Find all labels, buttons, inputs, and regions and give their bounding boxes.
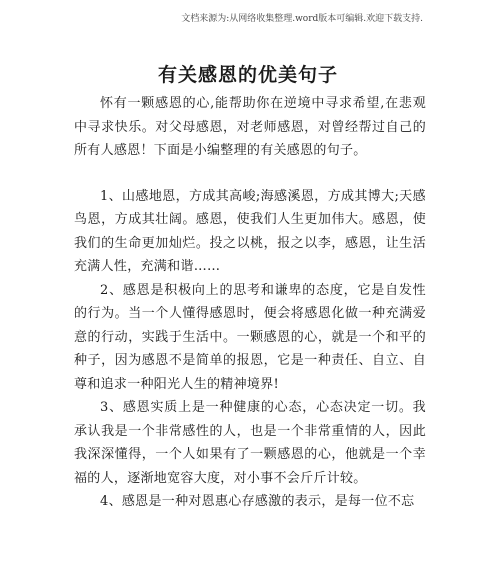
page-title: 有关感恩的优美句子 <box>157 64 338 86</box>
paragraph-3: 3、感恩实质上是一种健康的心态，心态决定一切。我承认我是一个非常感性的人，也是一个非常重情的人，因此我深深懂得，一个人如果有了一颗感恩的心，他就是一个幸福的人，逐渐地宽容大度，对小事不会斤斤计较。 <box>74 400 426 486</box>
header-note: 文档来源为:从网络收集整理.word版本可编辑.欢迎下载支持. <box>181 14 423 24</box>
paragraph-4: 4、感恩是一种对恩惠心存感激的表示，是每一位不忘 <box>100 494 415 509</box>
document-body <box>74 92 426 514</box>
intro-paragraph: 怀有一颗感恩的心,能帮助你在逆境中寻求希望,在悲观中寻求快乐。对父母感恩，对老师感恩，对曾经帮过自己的所有人感恩！下面是小编整理的有关感恩的句子。 <box>74 96 426 158</box>
paragraph-1: 1、山感地恩，方成其高峻;海感溪恩，方成其博大;天感鸟恩，方成其壮阔。感恩，使我们人生更加伟大。感恩，使我们的生命更加灿烂。投之以桃，报之以李，感恩，让生活充满人性，充满和谐…… <box>74 188 426 274</box>
paragraph-2: 2、感恩是积极向上的思考和谦卑的态度，它是自发性的行为。当一个人懂得感恩时，便会将感恩化做一种充满爱意的行动，实践于生活中。一颗感恩的心，就是一个和平的种子，因为感恩不是简单的报恩，它是一种责任、自立、自尊和追求一种阳光人生的精神境界! <box>74 282 426 392</box>
